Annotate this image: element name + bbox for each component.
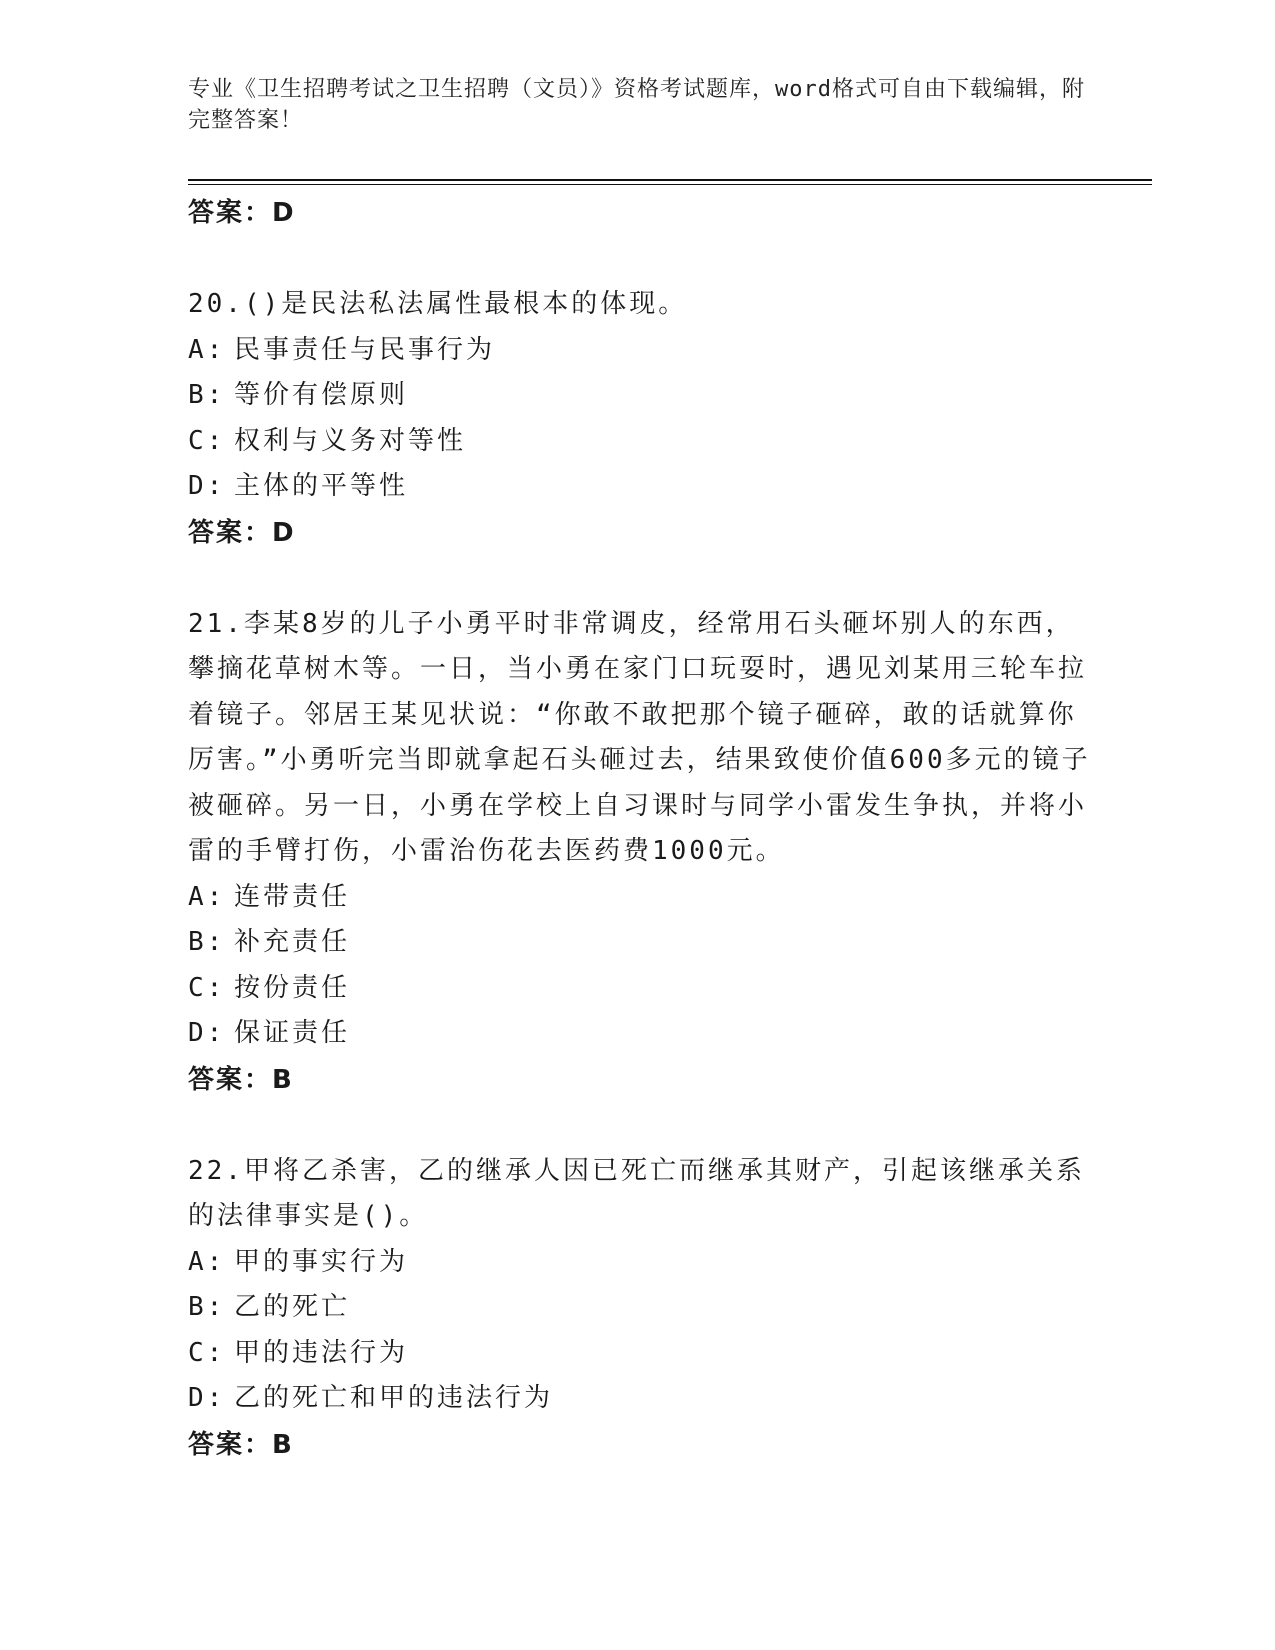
option-letter: B: xyxy=(188,1292,226,1322)
option-a xyxy=(188,875,1098,921)
option-letter: A: xyxy=(188,334,226,365)
option-text: 民事责任与民事行为 xyxy=(234,334,496,365)
option-a xyxy=(188,1240,1098,1286)
option-text: 乙的死亡和甲的违法行为 xyxy=(234,1383,554,1413)
option-text: 乙的死亡 xyxy=(234,1292,351,1322)
option-letter: A: xyxy=(188,881,226,912)
option-d xyxy=(188,464,1098,510)
option-text: 等价有偿原则 xyxy=(234,380,409,410)
answer-line: 答案：B xyxy=(188,1429,294,1460)
option-letter: C: xyxy=(188,1337,226,1368)
option-text: 保证责任 xyxy=(234,1018,351,1048)
option-letter: D: xyxy=(188,1018,226,1048)
option-text: 连带责任 xyxy=(234,881,351,912)
option-a xyxy=(188,328,1098,374)
option-letter: C: xyxy=(188,972,226,1003)
option-letter: C: xyxy=(188,425,226,456)
header-divider-thin xyxy=(188,184,1152,185)
question-stem: 22.甲将乙杀害，乙的继承人因已死亡而继承其财产，引起该继承关系的法律事实是()。 xyxy=(188,1155,1085,1231)
option-c xyxy=(188,1331,1098,1377)
option-text: 补充责任 xyxy=(234,927,351,957)
option-b xyxy=(188,373,1098,419)
option-letter: B: xyxy=(188,927,226,957)
answer-line: 答案：D xyxy=(188,517,296,548)
option-letter: D: xyxy=(188,471,226,501)
option-c xyxy=(188,419,1098,465)
option-b xyxy=(188,1285,1098,1331)
option-b xyxy=(188,920,1098,966)
question-list xyxy=(188,190,1098,1468)
question-21 xyxy=(188,602,1098,1103)
answer-line: 答案：D xyxy=(188,198,296,228)
option-letter: B: xyxy=(188,380,226,410)
option-d xyxy=(188,1376,1098,1422)
option-text: 权利与义务对等性 xyxy=(234,425,467,456)
option-text: 主体的平等性 xyxy=(234,471,409,501)
option-letter: A: xyxy=(188,1246,226,1277)
option-letter: D: xyxy=(188,1383,226,1413)
question-22 xyxy=(188,1149,1098,1468)
answer-line: 答案：B xyxy=(188,1064,294,1095)
question-20 xyxy=(188,282,1098,556)
option-c xyxy=(188,966,1098,1012)
option-d xyxy=(188,1011,1098,1057)
option-text: 甲的事实行为 xyxy=(234,1246,409,1277)
page-header: 专业《卫生招聘考试之卫生招聘（文员）》资格考试题库，word格式可自由下载编辑，附完整答案！ xyxy=(188,77,1085,133)
question-stem: 20.()是民法私法属性最根本的体现。 xyxy=(188,289,688,319)
header-divider-thick xyxy=(188,179,1152,181)
option-text: 甲的违法行为 xyxy=(234,1337,409,1368)
option-text: 按份责任 xyxy=(234,972,351,1003)
question-stem: 21.李某8岁的儿子小勇平时非常调皮，经常用石头砸坏别人的东西，攀摘花草树木等。一日，当小勇在家门口玩耍时，遇见刘某用三轮车拉着镜子。邻居王某见状说：“你敢不敢把那个镜子砸碎，敢的话就算你厉害。”小勇听完当即就拿起石头砸过去，结果致使价值600多元的镜子被砸碎。另一日，小勇在学校上自习课时与同学小雷发生争执，并将小雷的手臂打伤，小雷治伤花去医药费1000元。 xyxy=(188,608,1091,866)
